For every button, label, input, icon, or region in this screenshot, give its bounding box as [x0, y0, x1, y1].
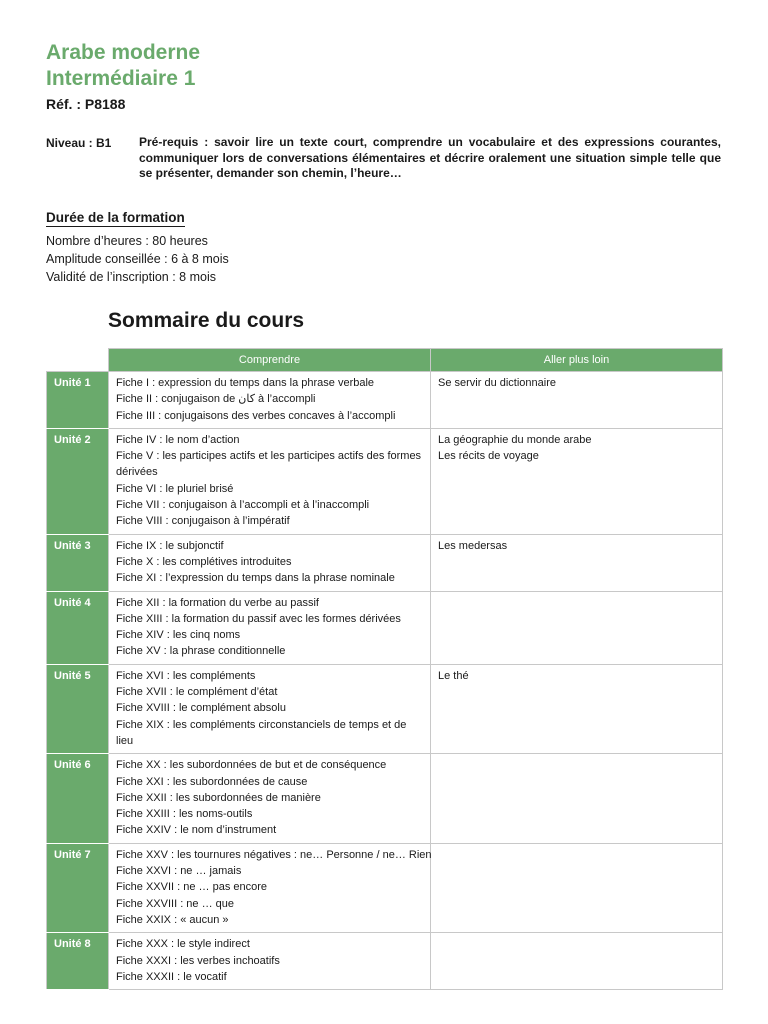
fiche-item: Fiche XII : la formation du verbe au passif: [116, 596, 319, 609]
fiche-item: Fiche XXXI : les verbes inchoatifs: [116, 954, 280, 967]
duration-heading: Durée de la formation: [46, 210, 185, 225]
aller-plus-loin-cell: [431, 591, 723, 664]
comprendre-cell: [109, 843, 431, 932]
table-row: [47, 664, 723, 753]
aller-plus-loin-item: Les récits de voyage: [438, 450, 539, 463]
unit-label: Unité 8: [47, 933, 109, 990]
fiche-item: Fiche XIX : les compléments circonstanciels de temps et de lieu: [116, 718, 407, 747]
aller-plus-loin-cell: [431, 372, 723, 429]
duration-line: Validité de l’inscription : 8 mois: [46, 270, 216, 284]
fiche-item: Fiche XXXII : le vocatif: [116, 970, 227, 983]
fiche-item: Fiche VIII : conjugaison à l’impératif: [116, 515, 290, 528]
fiche-item: Fiche XXII : les subordonnées de manière: [116, 791, 321, 804]
comprendre-cell: [109, 591, 431, 664]
aller-plus-loin-cell: [431, 664, 723, 753]
level-label: Niveau : B1: [46, 136, 112, 150]
comprendre-cell: [109, 933, 431, 990]
comprendre-cell: [109, 664, 431, 753]
unit-label: Unité 1: [47, 372, 109, 429]
column-header-aller-plus-loin: Aller plus loin: [431, 349, 723, 372]
aller-plus-loin-cell: [431, 933, 723, 990]
table-row: [47, 933, 723, 990]
course-title-line1: Arabe moderne: [46, 41, 201, 64]
unit-label: Unité 2: [47, 428, 109, 534]
course-reference: Réf. : P8188: [46, 96, 126, 112]
duration-details: [46, 232, 229, 286]
fiche-item: Fiche VI : le pluriel brisé: [116, 482, 234, 495]
fiche-item: Fiche V : les participes actifs et les participes actifs des formes dérivées: [116, 450, 422, 479]
unit-label: Unité 7: [47, 843, 109, 932]
fiche-item: Fiche XVII : le complément d’état: [116, 686, 278, 699]
fiche-item: Fiche XXIV : le nom d’instrument: [116, 824, 277, 837]
aller-plus-loin-cell: [431, 754, 723, 843]
aller-plus-loin-cell: [431, 428, 723, 534]
table-row: [47, 372, 723, 429]
fiche-item: Fiche XVIII : le complément absolu: [116, 702, 286, 715]
fiche-item: Fiche XIII : la formation du passif avec les formes dérivées: [116, 612, 401, 625]
fiche-item: Fiche XXV : les tournures négatives : ne… Personne / ne… Rien: [116, 848, 432, 861]
fiche-item: Fiche XV : la phrase conditionnelle: [116, 645, 286, 658]
units-table-body: [47, 372, 723, 990]
fiche-item: Fiche XXVIII : ne … que: [116, 897, 235, 910]
column-header-comprendre: Comprendre: [109, 349, 431, 372]
aller-plus-loin-item: Les medersas: [438, 539, 508, 552]
course-summary-table: [46, 348, 723, 990]
duration-line: Amplitude conseillée : 6 à 8 mois: [46, 252, 229, 266]
unit-label: Unité 3: [47, 534, 109, 591]
fiche-item: Fiche II : conjugaison de كان à l’accompli: [116, 393, 316, 406]
table-row: [47, 591, 723, 664]
fiche-item: Fiche XXIX : « aucun »: [116, 913, 229, 926]
aller-plus-loin-cell: [431, 534, 723, 591]
table-header-row: [47, 349, 723, 372]
aller-plus-loin-cell: [431, 843, 723, 932]
fiche-item: Fiche I : expression du temps dans la phrase verbale: [116, 377, 375, 389]
comprendre-cell: [109, 428, 431, 534]
fiche-item: Fiche XX : les subordonnées de but et de conséquence: [116, 759, 387, 772]
fiche-item: Fiche XXVII : ne … pas encore: [116, 881, 268, 894]
fiche-item: Fiche XXI : les subordonnées de cause: [116, 775, 308, 788]
duration-line: Nombre d’heures : 80 heures: [46, 234, 208, 248]
table-row: [47, 843, 723, 932]
fiche-item: Fiche III : conjugaisons des verbes concaves à l’accompli: [116, 409, 396, 422]
fiche-item: Fiche XXIII : les noms-outils: [116, 808, 253, 821]
comprendre-cell: [109, 372, 431, 429]
summary-title: Sommaire du cours: [108, 309, 305, 332]
unit-label: Unité 6: [47, 754, 109, 843]
course-title-line2: Intermédiaire 1: [46, 67, 196, 90]
fiche-item: Fiche XXX : le style indirect: [116, 938, 250, 951]
table-row: [47, 428, 723, 534]
fiche-item: Fiche XVI : les compléments: [116, 669, 256, 682]
unit-label: Unité 4: [47, 591, 109, 664]
fiche-item: Fiche XXVI : ne … jamais: [116, 865, 242, 878]
unit-label: Unité 5: [47, 664, 109, 753]
table-row: [47, 754, 723, 843]
table-row: [47, 534, 723, 591]
comprendre-cell: [109, 534, 431, 591]
comprendre-cell: [109, 754, 431, 843]
fiche-item: Fiche VII : conjugaison à l’accompli et à l’inaccompli: [116, 499, 370, 512]
fiche-item: Fiche X : les complétives introduites: [116, 555, 292, 568]
aller-plus-loin-item: Le thé: [438, 669, 469, 682]
fiche-item: Fiche IV : le nom d’action: [116, 433, 240, 446]
prerequisites-text: Pré-requis : savoir lire un texte court, comprendre un vocabulaire et des expressions courantes, communiquer lors de conversations élémentaires et décrire oralement une situation simple telle que se présenter, demander son chemin, l’heure…: [139, 135, 721, 180]
fiche-item: Fiche XI : l’expression du temps dans la phrase nominale: [116, 572, 395, 585]
fiche-item: Fiche XIV : les cinq noms: [116, 629, 241, 642]
fiche-item: Fiche IX : le subjonctif: [116, 539, 224, 552]
aller-plus-loin-item: Se servir du dictionnaire: [438, 377, 557, 389]
table-corner-cell: [47, 349, 109, 372]
aller-plus-loin-item: La géographie du monde arabe: [438, 433, 592, 446]
course-title: [46, 40, 200, 92]
